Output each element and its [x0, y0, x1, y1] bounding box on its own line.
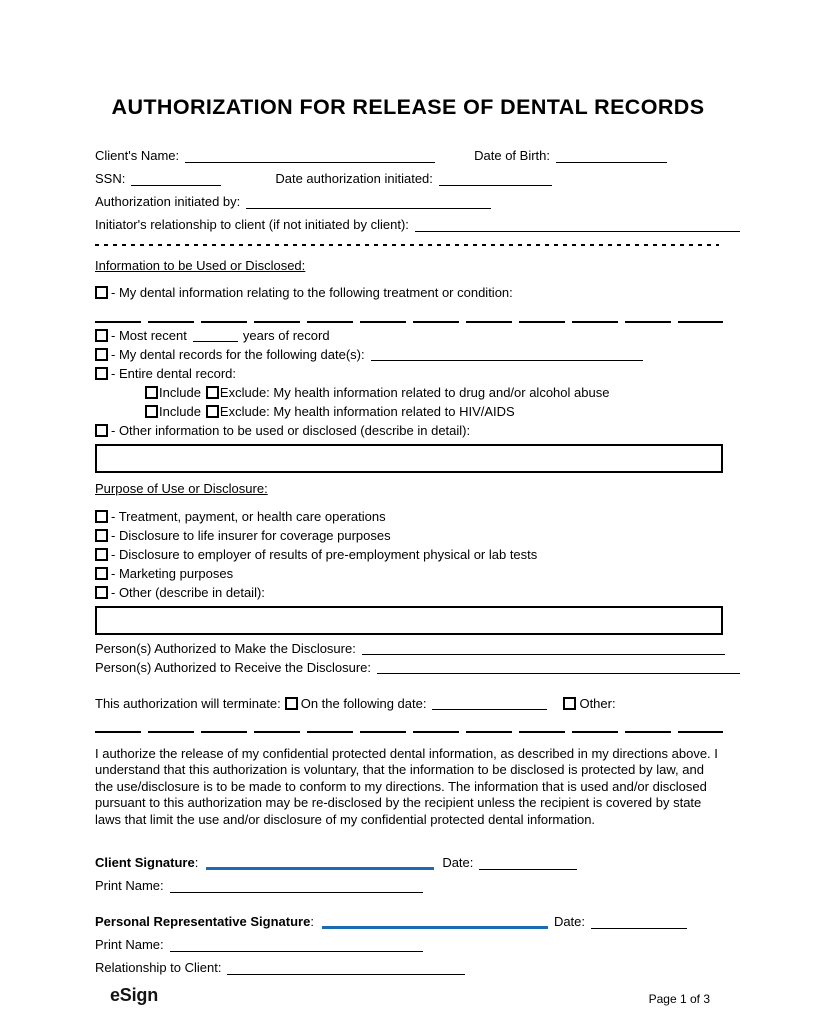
checkbox-life-insurer[interactable] — [95, 529, 108, 542]
authorized-receive-label: Person(s) Authorized to Receive the Disclosure: — [95, 660, 372, 675]
esign-logo: eSign — [110, 985, 159, 1005]
purpose-option-row — [95, 564, 723, 583]
termination-date-field[interactable] — [432, 697, 547, 710]
client-print-name-field[interactable] — [170, 880, 423, 893]
initiated-by-label: Authorization initiated by: — [95, 194, 241, 209]
option-dates-row — [95, 345, 723, 364]
purpose-other-textbox[interactable] — [95, 606, 723, 635]
termination-row — [95, 694, 723, 713]
checkbox-include-drug[interactable] — [145, 386, 158, 399]
dashed-divider — [95, 244, 719, 246]
colon: : — [310, 914, 314, 930]
client-name-label: Client's Name: — [95, 148, 180, 163]
checkbox-most-recent[interactable] — [95, 329, 108, 342]
authorization-paragraph: I authorize the release of my confidential protected dental information, as described in my directions above. I understand that this authorization is voluntary, that the information to be disclosed is protected by law, and the use/disclosure is to be made to conform to my directions. The information that is used and/or disclosed pursuant to this authorization may be re-disclosed by the recipient unless the recipient is covered by state laws that limit the use and/or disclosure of my confidential protected dental information. — [95, 746, 718, 827]
initiated-by-field[interactable] — [246, 196, 491, 209]
termination-other-field[interactable] — [95, 721, 723, 733]
rep-print-name-field[interactable] — [170, 939, 423, 952]
relationship-field[interactable] — [227, 962, 465, 975]
checkbox-terminate-other[interactable] — [563, 697, 576, 710]
other-info-textbox[interactable] — [95, 444, 723, 473]
checkbox-employer-disclosure[interactable] — [95, 548, 108, 561]
client-date-field[interactable] — [479, 857, 577, 870]
exclude-hiv-label: Exclude: My health information related to HIV/AIDS — [219, 404, 515, 419]
option-treatment-label: - My dental information relating to the following treatment or condition: — [111, 285, 513, 300]
include-hiv-label: Include — [159, 404, 201, 419]
relationship-row — [95, 952, 723, 975]
page-number: Page 1 of 3 — [648, 992, 710, 1006]
purpose-option-label: - Disclosure to employer of results of pre-employment physical or lab tests — [111, 547, 538, 562]
checkbox-exclude-hiv[interactable] — [206, 405, 219, 418]
info-section-heading: Information to be Used or Disclosed: — [95, 258, 306, 273]
form-content — [95, 140, 723, 975]
checkbox-treatment-condition[interactable] — [95, 286, 108, 299]
client-print-name-row — [95, 870, 723, 893]
option-recent-row — [95, 326, 723, 345]
checkbox-entire-record[interactable] — [95, 367, 108, 380]
checkbox-other-info[interactable] — [95, 424, 108, 437]
rep-signature-row — [95, 905, 723, 929]
option-recent-prefix: - Most recent — [111, 328, 187, 343]
client-name-field[interactable] — [185, 150, 435, 163]
termination-other-option: Other: — [579, 696, 616, 711]
client-date-label: Date: — [442, 855, 474, 871]
colon: : — [194, 855, 199, 871]
rep-date-label: Date: — [553, 914, 586, 930]
authorized-make-field[interactable] — [362, 642, 725, 655]
client-print-name-label: Print Name: — [95, 878, 164, 894]
authorized-make-row — [95, 639, 723, 658]
rep-signature-label: Personal Representative Signature — [95, 914, 311, 930]
ssn-row — [95, 163, 723, 186]
purpose-option-label: - Treatment, payment, or health care operations — [111, 509, 386, 524]
rep-print-name-label: Print Name: — [95, 937, 164, 953]
termination-date-option: On the following date: — [300, 696, 427, 711]
checkbox-terminate-date[interactable] — [285, 697, 298, 710]
authorized-receive-field[interactable] — [377, 661, 740, 674]
option-treatment-row — [95, 283, 723, 302]
client-signature-field[interactable] — [206, 858, 434, 870]
option-entire-label: - Entire dental record: — [111, 366, 237, 381]
ssn-field[interactable] — [131, 173, 221, 186]
recent-years-field[interactable] — [193, 329, 238, 342]
rep-date-field[interactable] — [591, 916, 687, 929]
exclude-drug-label: Exclude: My health information related to drug and/or alcohol abuse — [219, 385, 610, 400]
checkbox-purpose-other[interactable] — [95, 586, 108, 599]
initiator-relationship-label: Initiator's relationship to client (if not initiated by client): — [95, 217, 409, 232]
purpose-option-label: - Other (describe in detail): — [111, 585, 265, 600]
checkbox-record-dates[interactable] — [95, 348, 108, 361]
purpose-option-row — [95, 583, 723, 602]
option-recent-suffix: years of record — [242, 328, 330, 343]
ssn-label: SSN: — [95, 171, 126, 186]
rep-print-name-row — [95, 929, 723, 952]
initiator-relationship-row — [95, 209, 723, 232]
date-initiated-label: Date authorization initiated: — [275, 171, 433, 186]
checkbox-include-hiv[interactable] — [145, 405, 158, 418]
include-drug-label: Include — [159, 385, 201, 400]
purpose-option-row — [95, 526, 723, 545]
checkbox-treatment-payment[interactable] — [95, 510, 108, 523]
authorized-receive-row — [95, 658, 723, 677]
initiated-by-row — [95, 186, 723, 209]
termination-prefix: This authorization will terminate: — [95, 696, 281, 711]
treatment-condition-field[interactable] — [95, 311, 723, 323]
client-name-row — [95, 140, 723, 163]
date-initiated-field[interactable] — [439, 173, 552, 186]
purpose-option-row — [95, 545, 723, 564]
dob-label: Date of Birth: — [474, 148, 550, 163]
purpose-option-label: - Marketing purposes — [111, 566, 234, 581]
purpose-option-row — [95, 507, 723, 526]
page-title: AUTHORIZATION FOR RELEASE OF DENTAL RECORDS — [111, 95, 705, 119]
purpose-section-heading: Purpose of Use or Disclosure: — [95, 481, 268, 496]
authorized-make-label: Person(s) Authorized to Make the Disclosure: — [95, 641, 356, 656]
checkbox-exclude-drug[interactable] — [206, 386, 219, 399]
option-other-info-row — [95, 421, 723, 440]
option-entire-row — [95, 364, 723, 383]
client-signature-row — [95, 846, 723, 870]
client-signature-label: Client Signature — [95, 855, 195, 871]
relationship-label: Relationship to Client: — [95, 960, 222, 976]
purpose-option-label: - Disclosure to life insurer for coverage purposes — [111, 528, 391, 543]
include-exclude-drug-row — [145, 383, 723, 402]
record-dates-field[interactable] — [371, 348, 643, 361]
dob-field[interactable] — [556, 150, 667, 163]
include-exclude-hiv-row — [145, 402, 723, 421]
rep-signature-field[interactable] — [322, 917, 548, 929]
initiator-relationship-field[interactable] — [415, 219, 740, 232]
option-dates-label: - My dental records for the following date(s): — [111, 347, 365, 362]
option-other-info-label: - Other information to be used or disclosed (describe in detail): — [111, 423, 471, 438]
checkbox-marketing[interactable] — [95, 567, 108, 580]
